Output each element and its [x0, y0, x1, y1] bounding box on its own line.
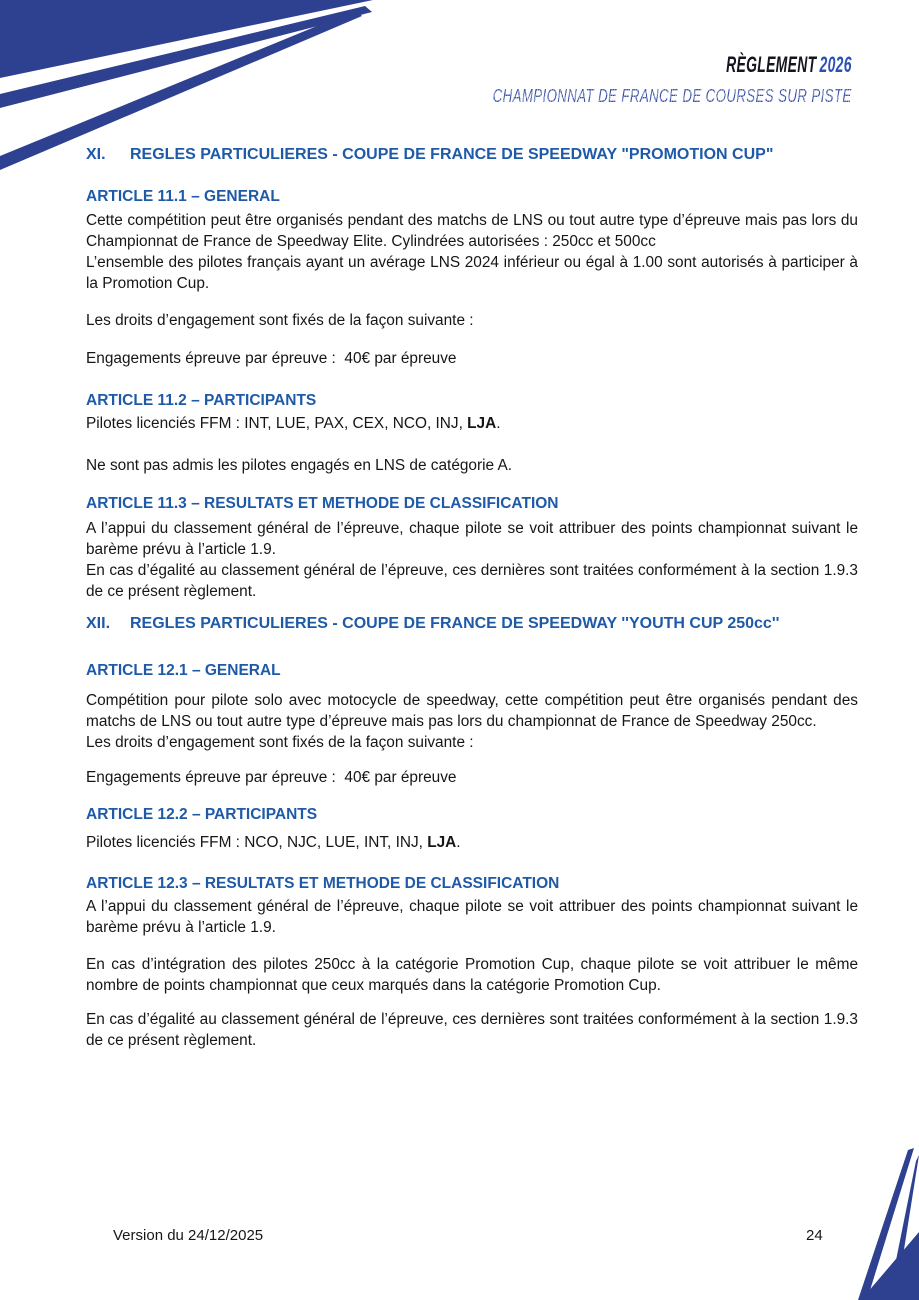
paragraph: Cette compétition peut être organisés pendant des matchs de LNS ou tout autre type d’épreuve mais pas lors du Championnat de France de Speedway Elite. Cylindrées autorisées : 250cc et 500cc: [86, 212, 858, 250]
document-subtitle: CHAMPIONNAT DE FRANCE DE COURSES SUR PISTE: [492, 85, 852, 106]
paragraph: Compétition pour pilote solo avec motocycle de speedway, cette compétition peut être organisés pendant des matchs de LNS ou tout autre type d’épreuve mais pas lors du championnat de France de Speedway 250cc.: [86, 692, 858, 730]
article-11-1-body: [86, 210, 858, 294]
footer-version-date: Version du 24/12/2025: [113, 1227, 264, 1244]
section-number: XI.: [86, 146, 106, 163]
licences-bold: LJA: [427, 834, 457, 851]
article-11-3-body: [86, 518, 858, 602]
article-11-2-heading: ARTICLE 11.2 – PARTICIPANTS: [86, 392, 317, 409]
fees-amount-line: Engagements épreuve par épreuve : 40€ par épreuve: [86, 350, 457, 367]
licences-period: .: [456, 834, 461, 851]
paragraph: A l’appui du classement général de l’épreuve, chaque pilote se voit attribuer des points championnat suivant le barème prévu à l’article 1.9.: [86, 898, 858, 936]
fees-intro-line: Les droits d’engagement sont fixés de la façon suivante :: [86, 312, 474, 329]
licences-text: Pilotes licenciés FFM : INT, LUE, PAX, CEX, NCO, INJ,: [86, 415, 468, 432]
bottom-right-corner-stripes-decoration: [839, 1135, 919, 1300]
section-number: XII.: [86, 615, 111, 632]
section-title: REGLES PARTICULIERES - COUPE DE FRANCE DE SPEEDWAY ''YOUTH CUP 250cc'': [130, 615, 780, 632]
article-12-3-heading: ARTICLE 12.3 – RESULTATS ET METHODE DE CLASSIFICATION: [86, 875, 560, 892]
section-title: REGLES PARTICULIERES - COUPE DE FRANCE DE SPEEDWAY "PROMOTION CUP": [130, 146, 774, 163]
paragraph: En cas d’intégration des pilotes 250cc à la catégorie Promotion Cup, chaque pilote se voit attribuer le même nombre de points championnat que ceux marqués dans la catégorie Promotion Cup.: [86, 956, 858, 994]
section-heading-xii: [86, 615, 858, 633]
licences-line: [86, 413, 858, 434]
fees-amount-line: Engagements épreuve par épreuve : 40€ par épreuve: [86, 769, 457, 786]
paragraph: A l’appui du classement général de l’épreuve, chaque pilote se voit attribuer des points championnat suivant le barème prévu à l’article 1.9.: [86, 520, 858, 558]
paragraph: En cas d’égalité au classement général de l’épreuve, ces dernières sont traitées conformément à la section 1.9.3 de ce présent règlement.: [86, 562, 858, 600]
article-11-1-heading: ARTICLE 11.1 – GENERAL: [86, 188, 280, 205]
article-12-1-body: [86, 690, 858, 753]
article-12-2-heading: ARTICLE 12.2 – PARTICIPANTS: [86, 806, 318, 823]
licences-period: .: [496, 415, 501, 432]
licences-bold: LJA: [467, 415, 497, 432]
document-title-year: 2026: [819, 52, 852, 77]
article-12-1-heading: ARTICLE 12.1 – GENERAL: [86, 662, 281, 679]
licences-line: [86, 832, 858, 853]
fees-intro-line: Les droits d’engagement sont fixés de la façon suivante :: [86, 734, 474, 751]
exclusion-note-line: Ne sont pas admis les pilotes engagés en LNS de catégorie A.: [86, 457, 513, 474]
paragraph: L’ensemble des pilotes français ayant un avérage LNS 2024 inférieur ou égal à 1.00 sont autorisés à participer à la Promotion Cup.: [86, 254, 858, 292]
section-heading-xi: [86, 146, 858, 164]
footer-page-number: 24: [806, 1227, 823, 1244]
document-title-main: RÈGLEMENT: [726, 52, 817, 77]
document-body: [86, 0, 858, 1051]
licences-text: Pilotes licenciés FFM : NCO, NJC, LUE, INT, INJ,: [86, 834, 428, 851]
paragraph: En cas d’égalité au classement général de l’épreuve, ces dernières sont traitées conformément à la section 1.9.3 de ce présent règlement.: [86, 1011, 858, 1049]
article-11-3-heading: ARTICLE 11.3 – RESULTATS ET METHODE DE CLASSIFICATION: [86, 495, 559, 512]
